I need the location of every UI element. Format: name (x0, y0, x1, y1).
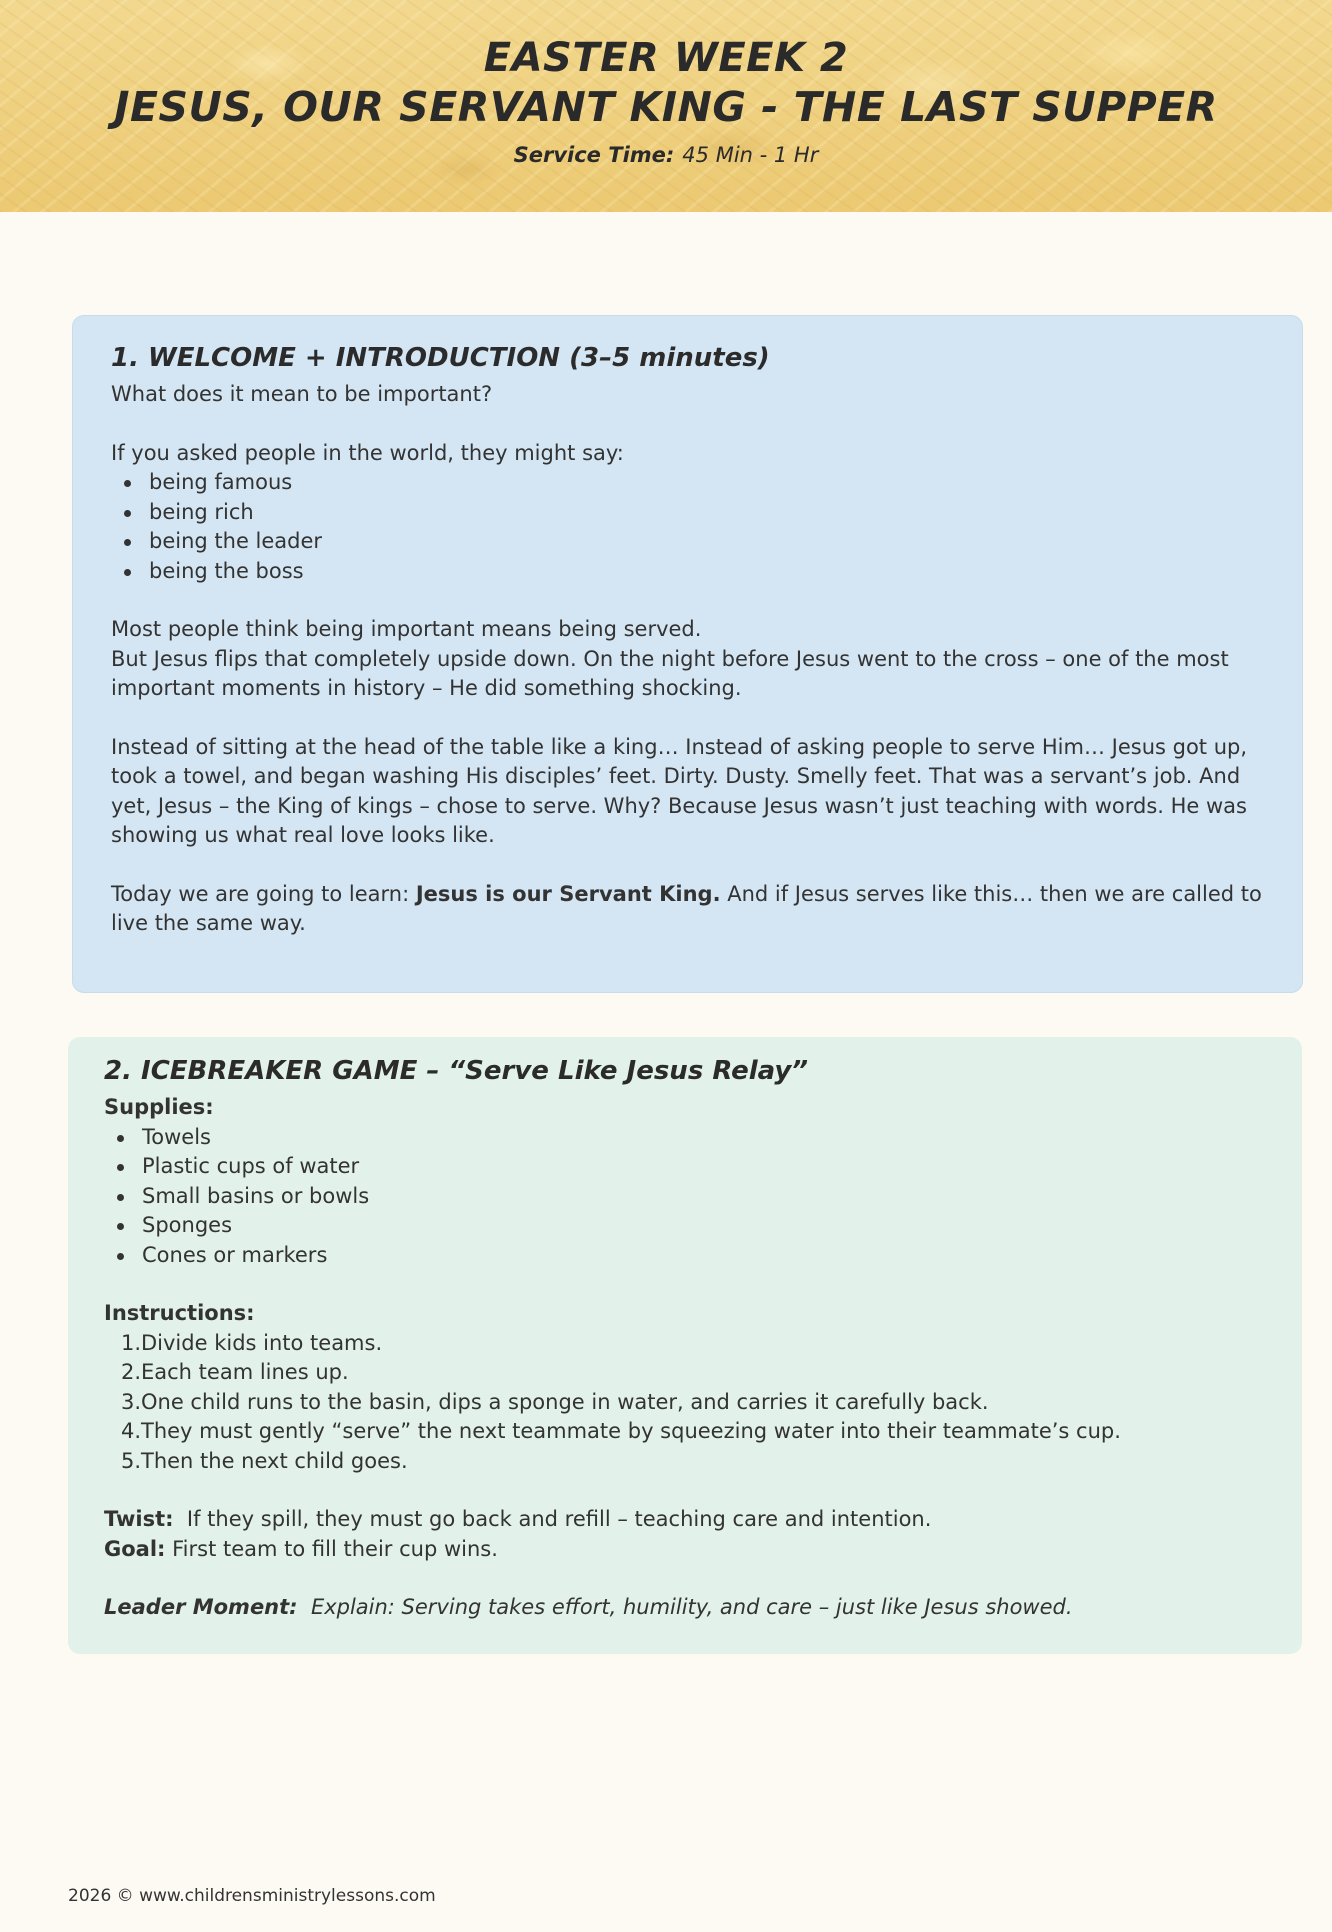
goal-text: First team to fill their cup wins. (172, 1536, 498, 1561)
welcome-paragraph-3 (111, 880, 1264, 939)
goal-line (104, 1535, 1266, 1565)
service-time (0, 142, 1332, 168)
leader-moment-text: Explain: Serving takes effort, humility, and care – just like Jesus showed. (310, 1595, 1073, 1619)
leader-moment-line (104, 1593, 1266, 1623)
instructions-list (104, 1329, 1266, 1477)
welcome-intro: If you asked people in the world, they might say: (111, 440, 624, 465)
list-item: Small basins or bowls (142, 1182, 1266, 1212)
welcome-paragraph-1a: Most people think being important means being served. (111, 617, 702, 641)
section-icebreaker-card (68, 1037, 1302, 1654)
key-truth: Jesus is our Servant King. (415, 881, 721, 906)
twist-text: If they spill, they must go back and refill – teaching care and intention. (186, 1507, 932, 1531)
step-number: 4. (120, 1419, 141, 1443)
service-time-value: 45 Min - 1 Hr (682, 143, 819, 167)
twist-label: Twist: (104, 1507, 174, 1531)
step-text: They must gently “serve” the next teammate by squeezing water into their teammate’s cup. (141, 1419, 1121, 1443)
list-item: Sponges (142, 1211, 1266, 1241)
list-item (104, 1329, 1266, 1359)
section-welcome-title: 1. WELCOME + INTRODUCTION (3–5 minutes) (111, 343, 770, 373)
step-text: Then the next child goes. (141, 1448, 408, 1473)
page-title-line1: EASTER WEEK 2 (483, 35, 849, 81)
list-item: Cones or markers (142, 1241, 1266, 1271)
supplies-list (104, 1123, 1266, 1271)
service-time-label: Service Time: (513, 143, 675, 167)
goal-label: Goal: (104, 1536, 166, 1561)
page-header (0, 0, 1332, 212)
list-item (104, 1358, 1266, 1388)
step-text: Each team lines up. (141, 1360, 349, 1384)
welcome-bullet-list (111, 468, 1264, 586)
list-item (104, 1447, 1266, 1477)
welcome-paragraph-3-tail: And if Jesus serves like this… then we are called to live the same way. (111, 881, 1262, 935)
list-item: Towels (142, 1123, 1266, 1153)
step-number: 5. (120, 1448, 141, 1473)
section-icebreaker-title: 2. ICEBREAKER GAME – “Serve Like Jesus Relay” (104, 1056, 809, 1086)
list-item: being rich (149, 498, 1264, 528)
supplies-label: Supplies: (104, 1095, 214, 1119)
section-welcome-card (72, 315, 1303, 993)
list-item: being famous (149, 468, 1264, 498)
list-item (104, 1388, 1266, 1418)
instructions-label: Instructions: (104, 1301, 255, 1325)
list-item: Plastic cups of water (142, 1152, 1266, 1182)
page-title-line2: JESUS, OUR SERVANT KING - THE LAST SUPPER (114, 83, 1218, 131)
step-number: 3. (120, 1389, 141, 1414)
step-text: Divide kids into teams. (141, 1330, 383, 1355)
twist-line (104, 1505, 1266, 1535)
welcome-paragraph-3-lead: Today we are going to learn: (111, 881, 416, 906)
leader-moment-label: Leader Moment: (104, 1595, 298, 1619)
step-number: 2. (120, 1360, 141, 1384)
welcome-paragraph-2: Instead of sitting at the head of the table like a king… Instead of asking people to serve Him… Jesus got up, took a towel, and began washing His disciples’ feet. Dirty. Dusty. Smelly feet. That was a servant’s job. And yet, Jesus – the King of kings – chose to serve. Why? Because Jesus wasn’t just teaching with words. He was showing us what real love looks like. (111, 734, 1248, 847)
list-item: being the boss (149, 557, 1264, 587)
welcome-paragraph-1b: But Jesus flips that completely upside down. On the night before Jesus went to the cross – one of the most important moments in history – He did something shocking. (111, 646, 1229, 700)
step-number: 1. (120, 1330, 141, 1355)
list-item: being the leader (149, 527, 1264, 557)
step-text: One child runs to the basin, dips a sponge in water, and carries it carefully back. (141, 1389, 989, 1414)
footer-copyright: 2026 © www.childrensministrylessons.com (68, 1886, 436, 1906)
list-item (104, 1417, 1266, 1447)
welcome-question: What does it mean to be important? (111, 382, 493, 406)
